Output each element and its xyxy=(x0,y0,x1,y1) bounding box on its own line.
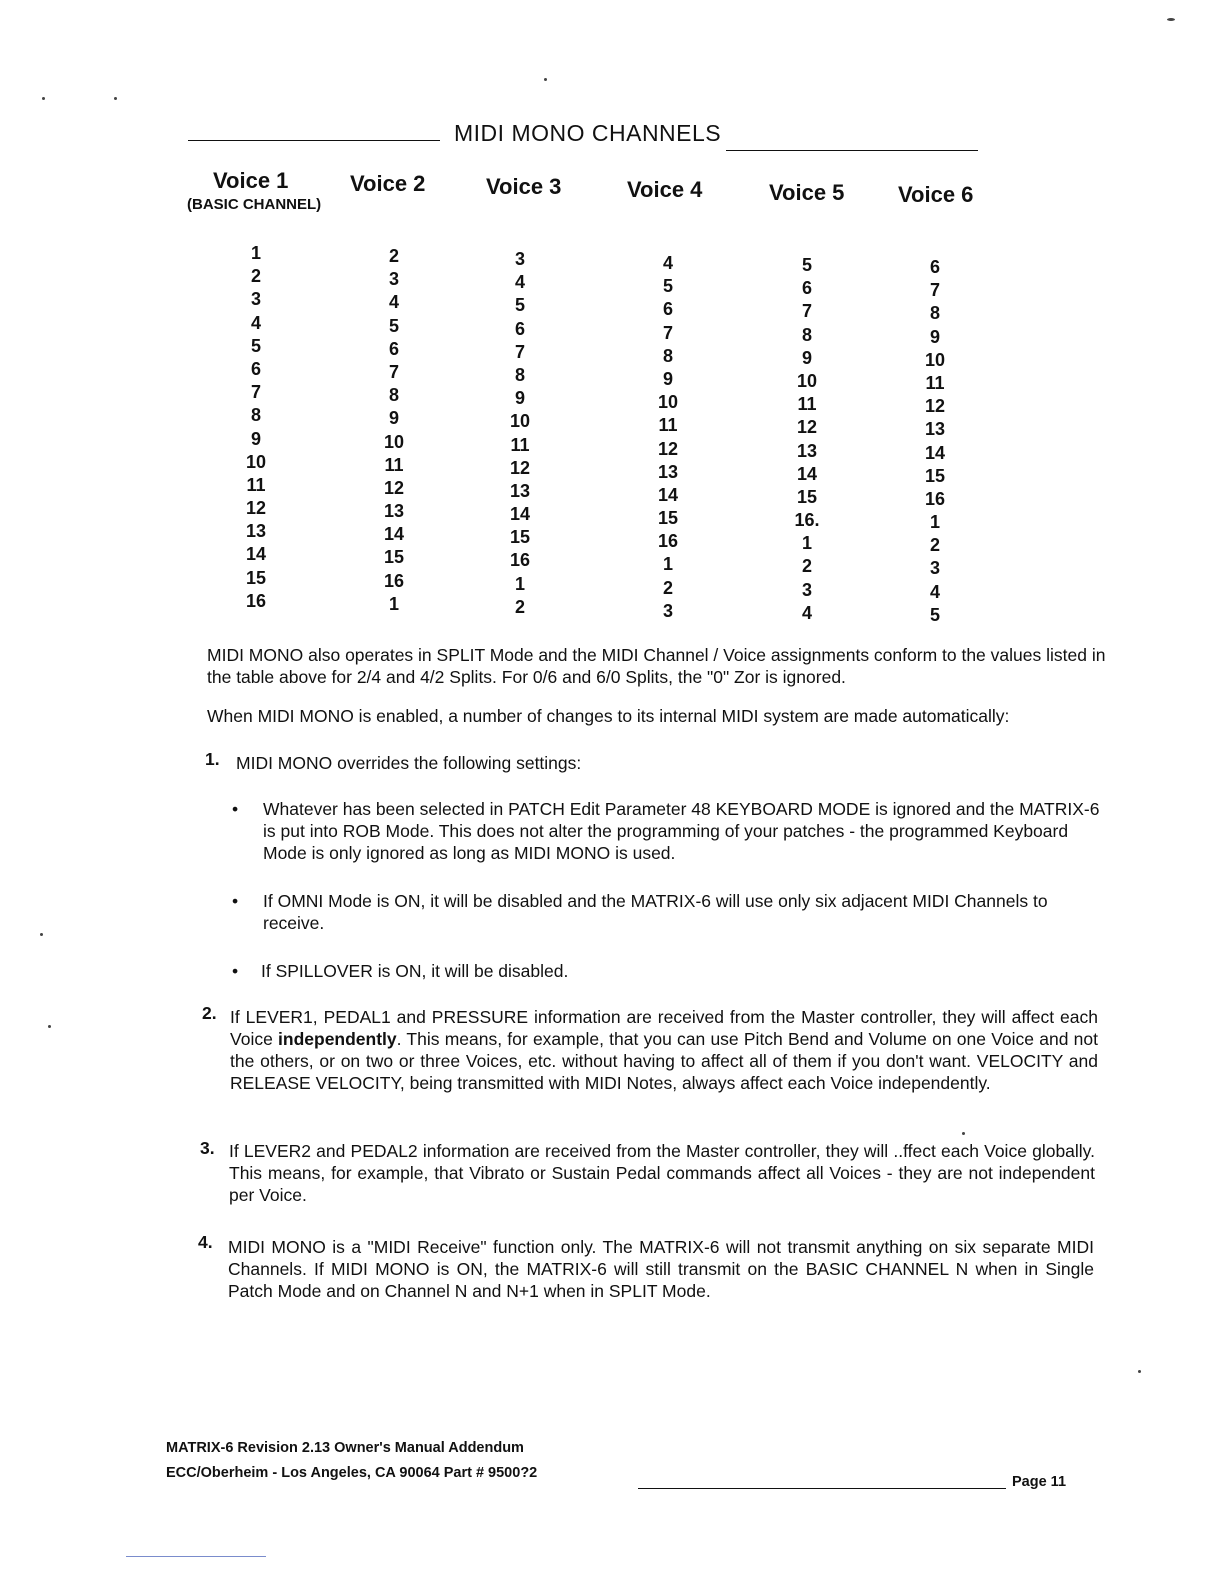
item-text-end: . This means, for example, that you can use Pitch Bend and Volume on one Voice and not the others, or on two or three Voices, etc. without having to affect all of them if you don't want. VELOCITY and RELEASE VELOCITY, being transmitted with MIDI Notes, always affect each Voice independently. xyxy=(230,1029,1098,1093)
scan-speck xyxy=(1138,1370,1141,1373)
table-cell: 1 xyxy=(801,533,812,554)
basic-channel-note: (BASIC CHANNEL) xyxy=(187,196,322,213)
section-title-row xyxy=(188,116,978,156)
table-cell: 9 xyxy=(801,347,812,368)
table-cell: 7 xyxy=(662,322,673,343)
bullet-item: If SPILLOVER is ON, it will be disabled. xyxy=(261,961,569,981)
table-cell: 3 xyxy=(514,249,525,269)
table-cell: 15 xyxy=(796,486,818,507)
list-item-text: MIDI MONO is a "MIDI Receive" function only. The MATRIX-6 will not transmit anything on six separate MIDI Channels. If MIDI MONO is ON, the MATRIX-6 will still transmit on the BASIC CHANNEL N when in Single Patch Mode and on Channel N and N+1 when in SPLIT Mode. xyxy=(228,1237,1094,1301)
table-cell: 14 xyxy=(657,484,679,505)
page-number: Page 11 xyxy=(1012,1474,1067,1490)
voice5-column xyxy=(777,254,837,625)
list-item-number: 1. xyxy=(205,749,220,769)
enabled-paragraph: When MIDI MONO is enabled, a number of changes to its internal MIDI system are made automatically: xyxy=(207,706,1010,726)
table-cell: 11 xyxy=(246,474,266,495)
table-cell: 1 xyxy=(250,243,261,263)
voice-header-2: Voice 2 xyxy=(350,171,426,196)
table-cell: 10 xyxy=(796,370,818,391)
table-cell: 2 xyxy=(929,535,940,556)
table-cell: 14 xyxy=(245,544,267,565)
table-cell: 10 xyxy=(383,431,405,452)
voice2-column xyxy=(364,245,424,616)
table-cell: 16 xyxy=(924,488,946,509)
table-cell: 7 xyxy=(929,280,940,301)
table-cell: 5 xyxy=(929,604,940,625)
table-cell: 16 xyxy=(657,531,679,552)
table-cell: 10 xyxy=(924,349,946,370)
voice4-column xyxy=(638,252,698,623)
voice3-column xyxy=(490,248,550,619)
scan-speck xyxy=(1167,18,1175,21)
table-cell: 2 xyxy=(388,246,399,266)
table-cell: 7 xyxy=(388,361,399,382)
list-item-number: 4. xyxy=(198,1232,213,1252)
table-cell: 3 xyxy=(250,289,261,310)
table-cell: 1 xyxy=(514,573,525,594)
table-cell: 1 xyxy=(929,512,940,533)
table-cell: 12 xyxy=(924,396,946,417)
table-cell: 5 xyxy=(662,276,673,297)
table-cell: 11 xyxy=(797,394,817,415)
table-cell: 13 xyxy=(657,461,679,482)
table-cell: 2 xyxy=(514,596,525,617)
table-cell: 4 xyxy=(514,272,525,293)
table-cell: 1 xyxy=(388,593,399,614)
table-cell: 10 xyxy=(657,392,679,413)
table-cell: 8 xyxy=(514,364,525,385)
scan-speck xyxy=(42,97,45,100)
list-item-text xyxy=(230,1006,1098,1094)
table-cell: 4 xyxy=(801,602,812,623)
voice-header-5: Voice 5 xyxy=(769,180,845,205)
table-cell: 4 xyxy=(662,253,673,273)
table-cell: 16 xyxy=(383,570,405,591)
table-cell: 15 xyxy=(509,527,531,548)
table-cell: 5 xyxy=(801,255,812,275)
table-cell: 11 xyxy=(510,434,530,455)
table-cell: 3 xyxy=(801,579,812,600)
table-cell: 3 xyxy=(388,269,399,290)
table-cell: 16 xyxy=(509,550,531,571)
list-item-text: If LEVER2 and PEDAL2 information are received from the Master controller, they will ..ffect each Voice globally. This means, for example, that Vibrato or Sustain Pedal commands affect all Voices - they are not independent per Voice. xyxy=(229,1141,1095,1205)
table-cell: 9 xyxy=(388,408,399,429)
table-cell: 7 xyxy=(250,382,261,403)
table-cell: 13 xyxy=(509,480,531,501)
table-cell: 12 xyxy=(383,477,405,498)
voice6-column xyxy=(905,256,965,627)
table-cell: 12 xyxy=(657,438,679,459)
scan-edge-mark xyxy=(126,1556,266,1557)
table-cell: 3 xyxy=(662,600,673,621)
table-cell: 13 xyxy=(245,521,267,542)
voice-header-3: Voice 3 xyxy=(486,174,562,199)
table-cell: 3 xyxy=(929,558,940,579)
table-cell: 12 xyxy=(796,417,818,438)
table-cell: 16 xyxy=(245,590,267,611)
table-cell: 4 xyxy=(250,312,261,333)
table-cell: 6 xyxy=(250,358,261,379)
table-cell: 11 xyxy=(384,454,404,475)
list-item-text: MIDI MONO overrides the following settings: xyxy=(236,753,582,773)
bullet-item: If OMNI Mode is ON, it will be disabled and the MATRIX-6 will use only six adjacent MIDI Channels to receive. xyxy=(263,891,1048,933)
table-cell: 6 xyxy=(929,257,940,277)
table-cell: 14 xyxy=(796,463,818,484)
table-cell: 9 xyxy=(662,368,673,389)
table-cell: 2 xyxy=(801,556,812,577)
table-cell: 2 xyxy=(250,266,261,287)
table-cell: 4 xyxy=(929,581,940,602)
table-cell: 13 xyxy=(383,501,405,522)
table-cell: 8 xyxy=(662,345,673,366)
split-mode-paragraph: MIDI MONO also operates in SPLIT Mode and the MIDI Channel / Voice assignments conform to the values listed in the table above for 2/4 and 4/2 Splits. For 0/6 and 6/0 Splits, the "0" Zor is ignored. xyxy=(207,645,1106,687)
bullet-icon: • xyxy=(232,961,239,981)
table-cell: 6 xyxy=(662,299,673,320)
voice1-column xyxy=(226,242,286,613)
table-cell: 14 xyxy=(383,524,405,545)
table-cell: 15 xyxy=(383,547,405,568)
table-cell: 4 xyxy=(388,292,399,313)
scan-speck xyxy=(544,78,547,81)
footer-rule xyxy=(638,1488,1006,1489)
table-cell: 8 xyxy=(801,324,812,345)
scan-speck xyxy=(48,1025,51,1028)
table-cell: 7 xyxy=(514,341,525,362)
list-item-number: 3. xyxy=(200,1138,215,1158)
title-rule-right xyxy=(726,150,978,151)
voice-header-4: Voice 4 xyxy=(627,177,703,202)
table-cell: 10 xyxy=(509,411,531,432)
table-cell: 12 xyxy=(245,498,267,519)
table-cell: 9 xyxy=(250,428,261,449)
table-cell: 9 xyxy=(929,326,940,347)
table-cell: 14 xyxy=(924,442,946,463)
table-cell: 5 xyxy=(250,335,261,356)
voice-header-1: Voice 1 xyxy=(213,168,289,193)
table-cell: 13 xyxy=(796,440,818,461)
table-cell: 12 xyxy=(509,457,531,478)
table-cell: 7 xyxy=(801,301,812,322)
table-cell: 8 xyxy=(929,303,940,324)
table-cell: 6 xyxy=(801,278,812,299)
table-cell: 8 xyxy=(388,385,399,406)
table-cell: 6 xyxy=(388,338,399,359)
table-cell: 1 xyxy=(662,554,673,575)
table-cell: 6 xyxy=(514,318,525,339)
bullet-icon: • xyxy=(232,799,239,819)
table-cell: 15 xyxy=(657,508,679,529)
table-cell: 5 xyxy=(514,295,525,316)
scan-speck xyxy=(114,97,117,100)
item-text-start: If LEVER1, PEDAL1 and PRESSURE information are received from the Master controller, they will affect each Voice xyxy=(230,1007,1098,1049)
table-cell: 15 xyxy=(924,465,946,486)
footer-manual-title: MATRIX-6 Revision 2.13 Owner's Manual Addendum xyxy=(166,1440,524,1456)
voice-header-6: Voice 6 xyxy=(898,182,974,207)
table-cell: 9 xyxy=(514,388,525,409)
table-cell: 8 xyxy=(250,405,261,426)
table-cell: 16. xyxy=(794,510,820,531)
title-rule-left xyxy=(188,140,440,141)
table-cell: 13 xyxy=(924,419,946,440)
bullet-item: Whatever has been selected in PATCH Edit Parameter 48 KEYBOARD MODE is ignored and the MATRIX-6 is put into ROB Mode. This does not alter the programming of your patches - the programmed Keyboard Mode is only ignored as long as MIDI MONO is used. xyxy=(263,799,1100,863)
table-cell: 2 xyxy=(662,577,673,598)
table-cell: 14 xyxy=(509,504,531,525)
table-cell: 11 xyxy=(925,372,945,393)
table-cell: 15 xyxy=(245,567,267,588)
table-cell: 10 xyxy=(245,451,267,472)
scan-speck xyxy=(40,933,43,936)
table-cell: 5 xyxy=(388,315,399,336)
bullet-icon: • xyxy=(232,891,239,911)
page-title: MIDI MONO CHANNELS xyxy=(454,120,722,146)
list-item-number: 2. xyxy=(202,1003,217,1023)
table-cell: 11 xyxy=(658,415,678,436)
scan-speck xyxy=(962,1132,965,1135)
item-emphasis: independently xyxy=(278,1029,397,1049)
footer-company: ECC/Oberheim - Los Angeles, CA 90064 Part # 9500?2 xyxy=(166,1465,538,1481)
